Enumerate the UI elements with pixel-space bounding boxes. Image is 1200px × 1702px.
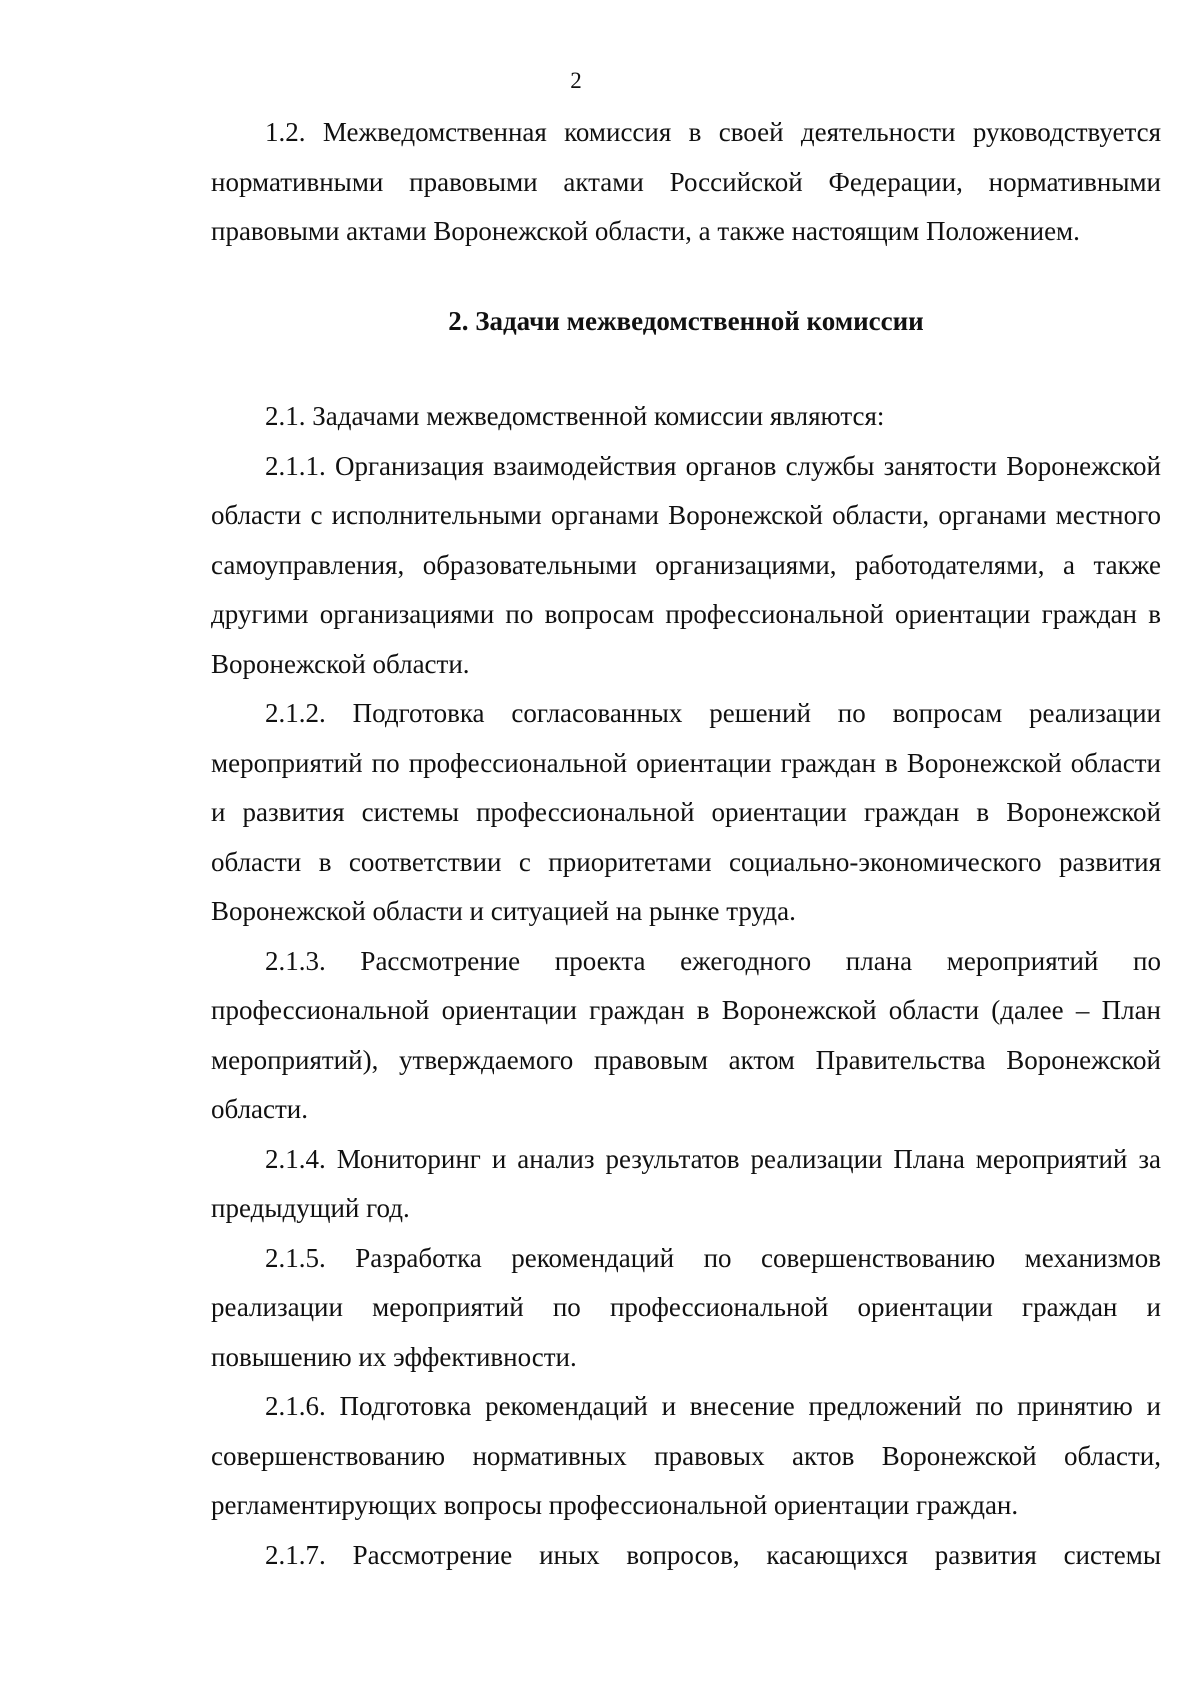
page-number: 2 <box>570 68 582 93</box>
paragraph-2-1-7: 2.1.7. Рассмотрение иных вопросов, касающихся развития системы <box>265 1539 1161 1570</box>
paragraph-1-2: 1.2. Межведомственная комиссия в своей деятельности руководствуется нормативными правовыми актами Российской Федерации, нормативными правовыми актами Воронежской области, а также настоящим Положением. <box>211 117 1161 246</box>
paragraph-2-1-3: 2.1.3. Рассмотрение проекта ежегодного плана мероприятий по профессиональной ориентации граждан в Воронежской области (далее – План мероприятий), утверждаемого правовым актом Правительства Воронежской области. <box>211 945 1161 1124</box>
paragraph-2-1-5: 2.1.5. Разработка рекомендаций по совершенствованию механизмов реализации мероприятий по профессиональной ориентации граждан и повышению их эффективности. <box>211 1242 1161 1372</box>
paragraph-2-1-1: 2.1.1. Организация взаимодействия органов службы занятости Воронежской области с исполнительными органами Воронежской области, органами местного самоуправления, образовательными организациями, работодателями, а также другими организациями по вопросам профессиональной ориентации граждан в Воронежской области. <box>211 450 1161 679</box>
section-heading-2: 2. Задачи межведомственной комиссии <box>448 305 924 336</box>
document-body <box>211 108 1161 1580</box>
paragraph-2-1-6: 2.1.6. Подготовка рекомендаций и внесение предложений по принятию и совершенствованию нормативных правовых актов Воронежской области, регламентирующих вопросы профессиональной ориентации граждан. <box>211 1391 1161 1520</box>
paragraph-2-1-4: 2.1.4. Мониторинг и анализ результатов реализации Плана мероприятий за предыдущий год. <box>211 1143 1161 1223</box>
paragraph-2-1-2: 2.1.2. Подготовка согласованных решений по вопросам реализации мероприятий по профессиональной ориентации граждан в Воронежской области и развития системы профессиональной ориентации граждан в Воронежской области в соответствии с приоритетами социально-экономического развития Воронежской области и ситуацией на рынке труда. <box>211 698 1161 926</box>
paragraph-2-1: 2.1. Задачами межведомственной комиссии являются: <box>265 401 885 431</box>
